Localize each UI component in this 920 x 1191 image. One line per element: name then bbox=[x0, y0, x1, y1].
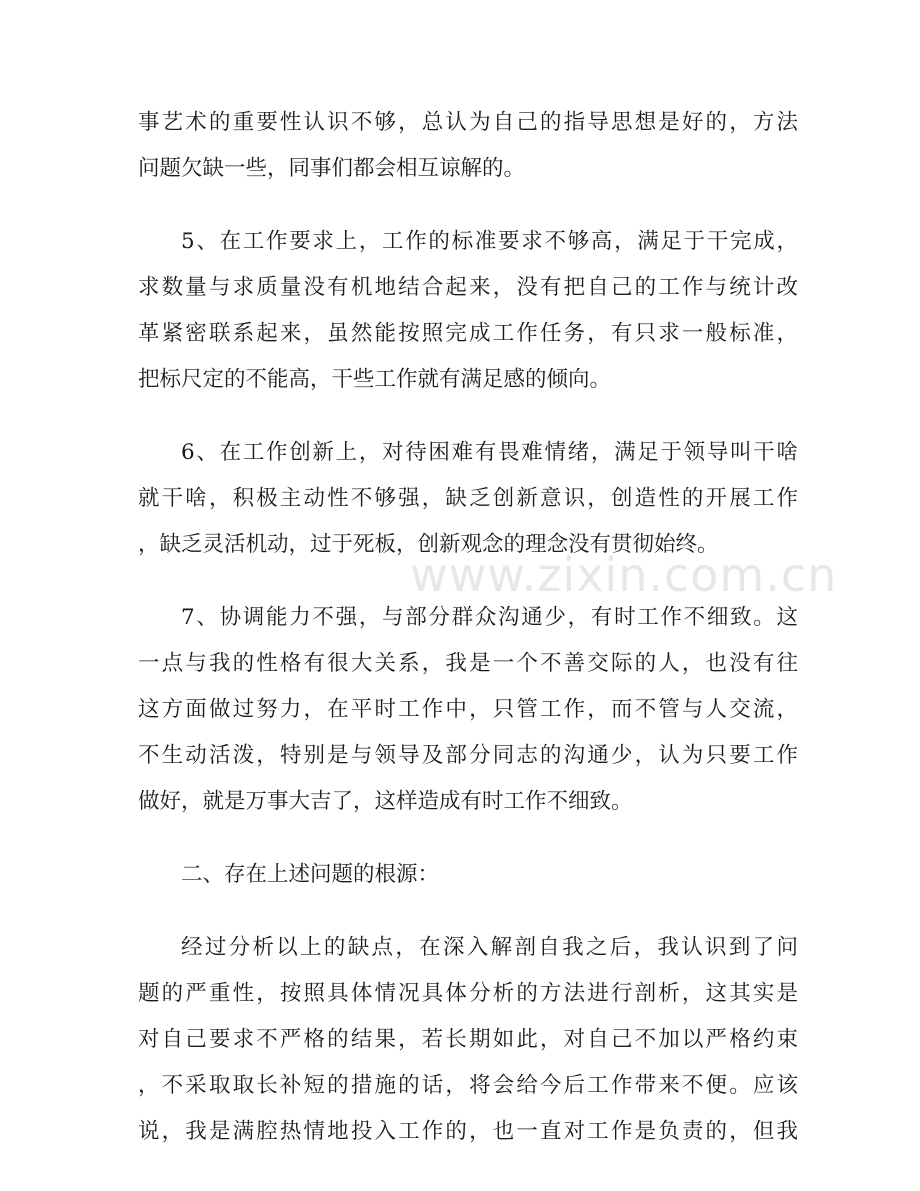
text-line: 就干啥，积极主动性不够强，缺乏创新意识，创造性的开展工作 bbox=[138, 486, 798, 511]
paragraph-continuation bbox=[138, 100, 798, 192]
text-line: 对自己要求不严格的结果，若长期如此，对自己不加以严格约束 bbox=[138, 1027, 798, 1052]
paragraph-analysis bbox=[138, 925, 798, 1155]
text-line: 7、协调能力不强，与部分群众沟通少，有时工作不细致。这 bbox=[181, 605, 798, 630]
document-body bbox=[138, 100, 798, 1182]
text-line: 6、在工作创新上，对待困难有畏难情绪，满足于领导叫干啥 bbox=[181, 440, 798, 465]
paragraph-item-7 bbox=[138, 595, 798, 825]
text-line: 革紧密联系起来，虽然能按照完成工作任务，有只求一般标准， bbox=[138, 321, 798, 346]
text-line: 事艺术的重要性认识不够，总认为自己的指导思想是好的，方法 bbox=[138, 110, 798, 135]
heading-text: 二、存在上述问题的根源： bbox=[181, 862, 440, 887]
text-line: 求数量与求质量没有机地结合起来，没有把自己的工作与统计改 bbox=[138, 275, 798, 300]
text-line: 经过分析以上的缺点，在深入解剖自我之后，我认识到了问 bbox=[181, 935, 798, 960]
text-line: 做好，就是万事大吉了，这样造成有时工作不细致。 bbox=[138, 789, 633, 814]
watermark-text: www.zixin.com.cn bbox=[410, 548, 838, 602]
text-line: 不生动活泼，特别是与领导及部分同志的沟通少，认为只要工作 bbox=[138, 743, 798, 768]
text-line: ，不采取取长补短的措施的话，将会给今后工作带来不便。应该 bbox=[138, 1073, 798, 1098]
text-line: 5、在工作要求上，工作的标准要求不够高，满足于干完成， bbox=[181, 229, 798, 254]
text-line: 把标尺定的不能高，干些工作就有满足感的倾向。 bbox=[138, 367, 612, 392]
paragraph-item-5 bbox=[138, 219, 798, 403]
text-line: 问题欠缺一些，同事们都会相互谅解的。 bbox=[138, 156, 526, 181]
text-line: 题的严重性，按照具体情况具体分析的方法进行剖析，这其实是 bbox=[138, 981, 798, 1006]
text-line: 说，我是满腔热情地投入工作的，也一直对工作是负责的，但我 bbox=[138, 1119, 798, 1144]
text-line: 这方面做过努力，在平时工作中，只管工作，而不管与人交流， bbox=[138, 697, 798, 722]
paragraph-item-6 bbox=[138, 430, 798, 568]
text-line: 一点与我的性格有很大关系，我是一个不善交际的人，也没有往 bbox=[138, 651, 798, 676]
text-line: ，缺乏灵活机动，过于死板，创新观念的理念没有贯彻始终。 bbox=[138, 532, 719, 557]
section-heading bbox=[138, 852, 798, 898]
